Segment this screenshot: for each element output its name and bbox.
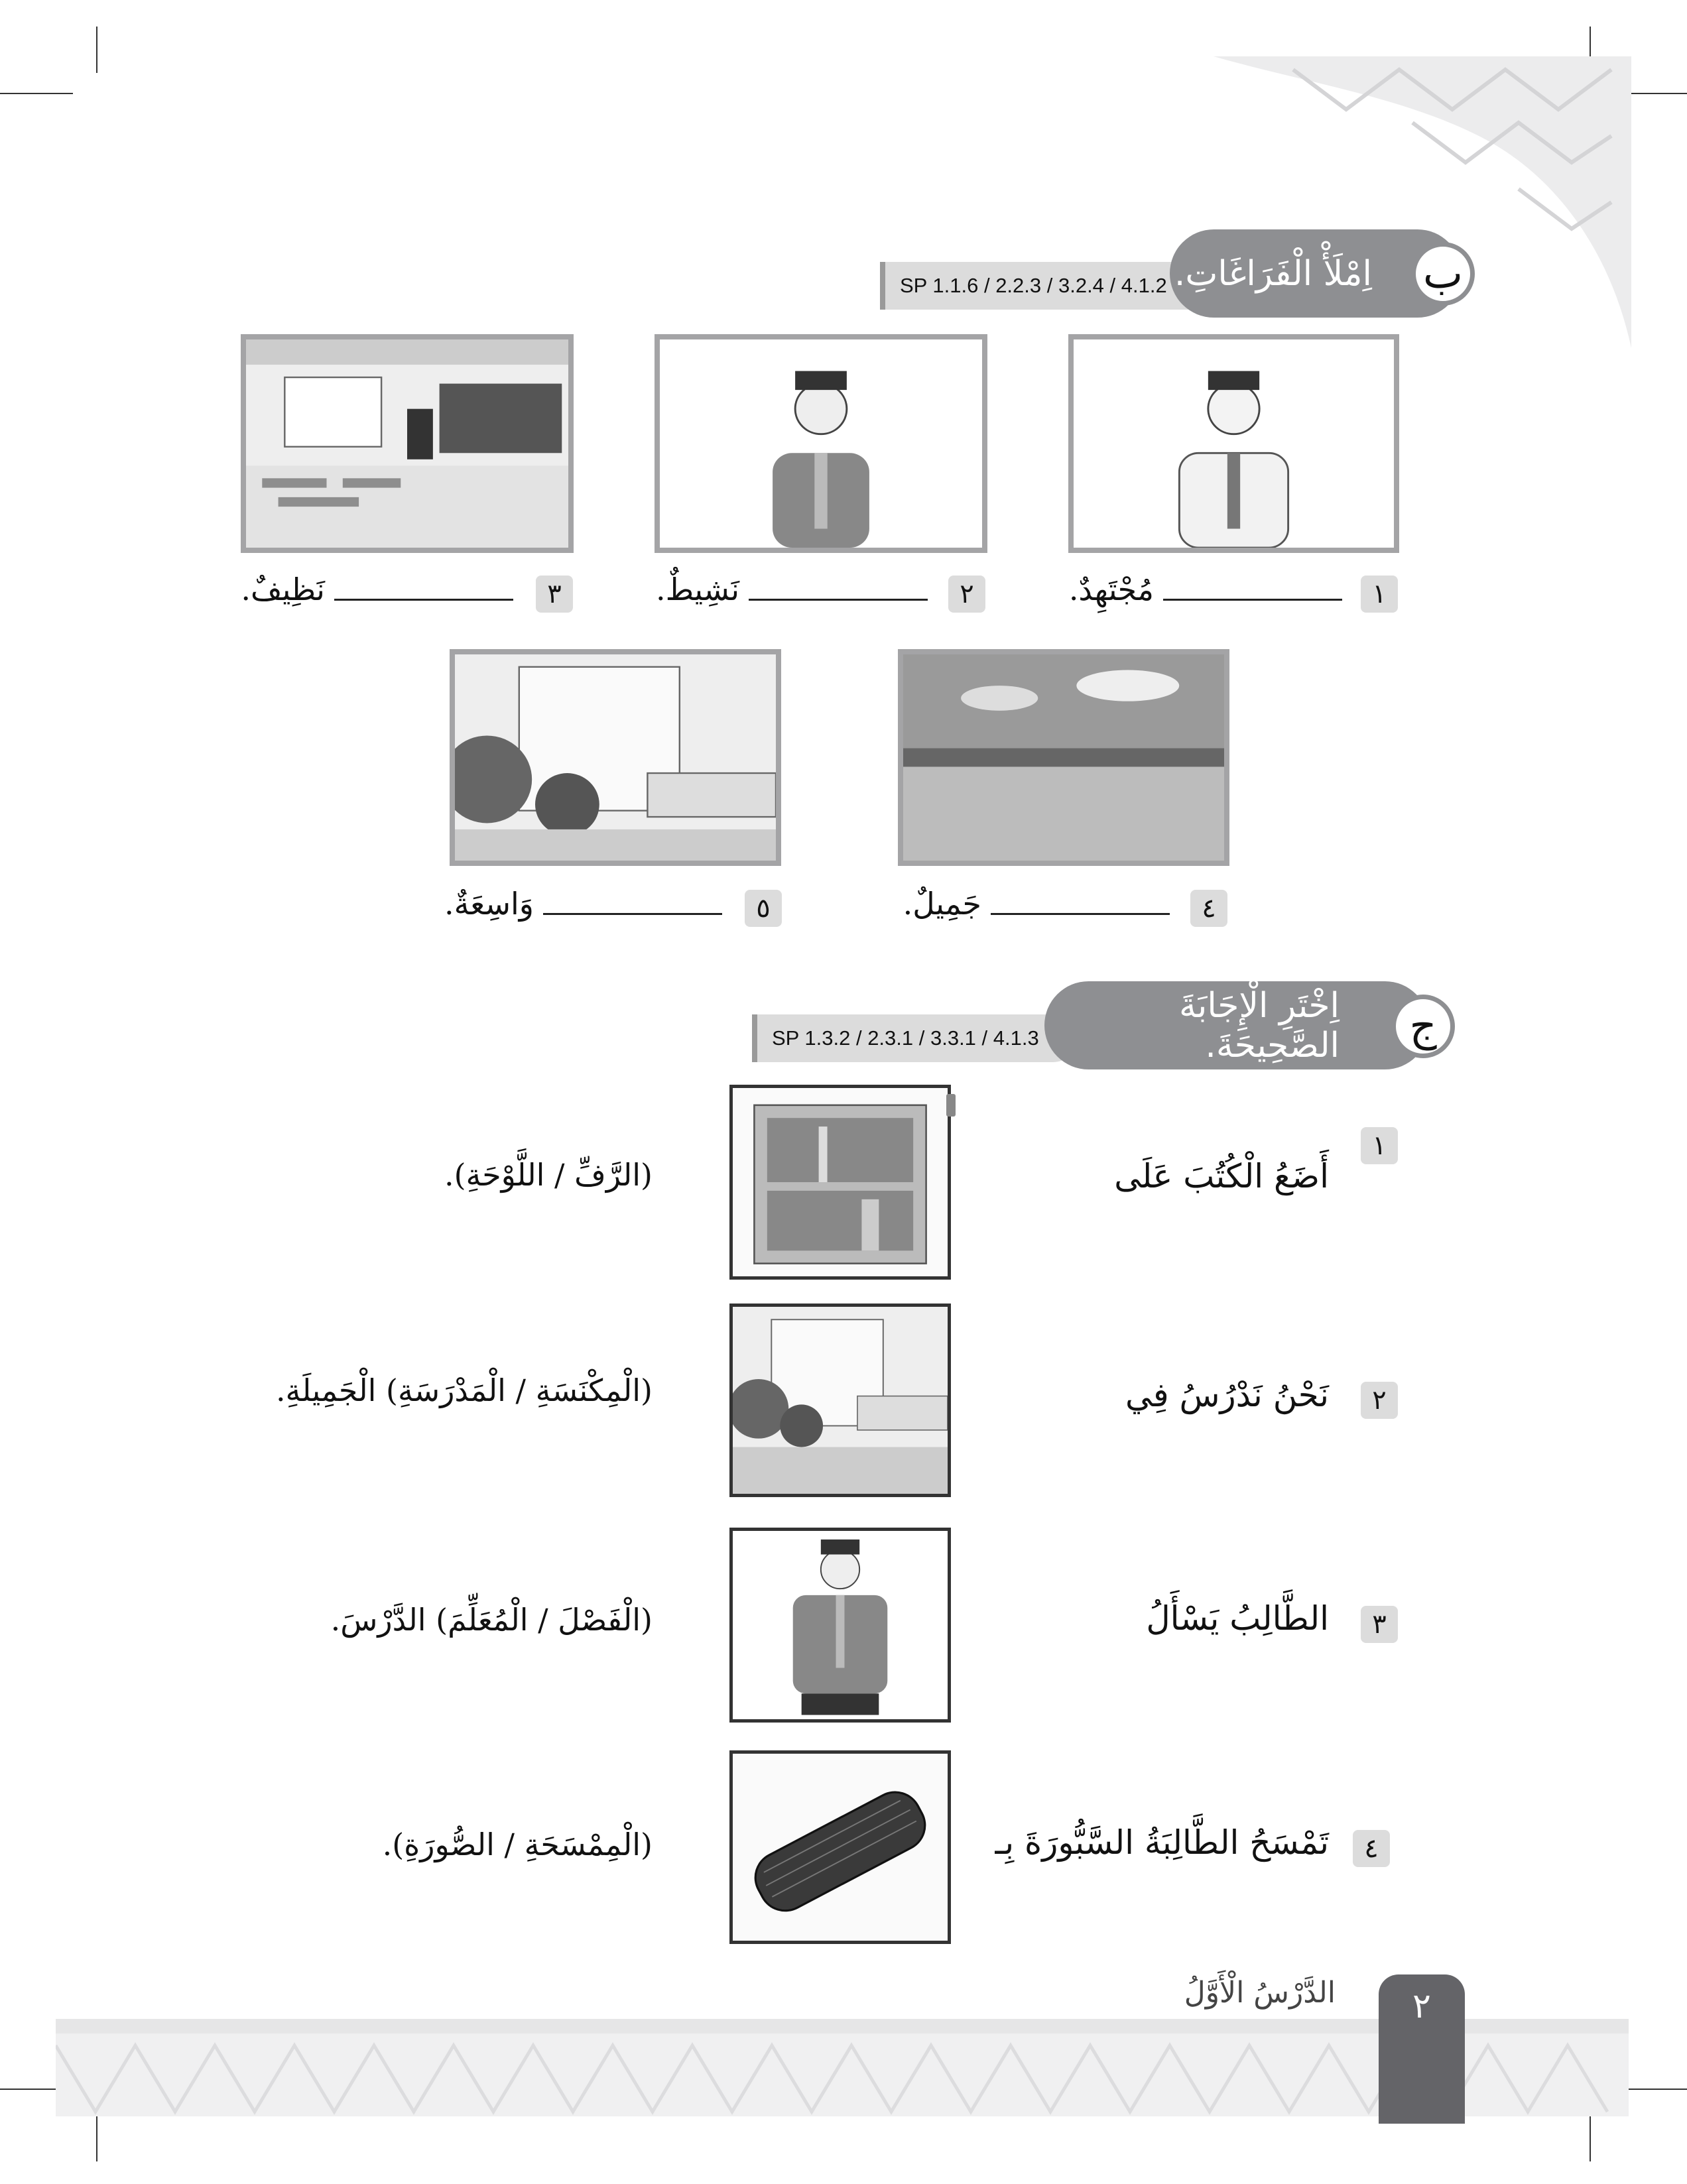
item-number xyxy=(1353,1830,1390,1867)
item-number xyxy=(948,576,985,613)
section-b-title: اِمْلَأْ الْفَرَاغَاتِ. xyxy=(1174,253,1372,294)
crop-mark xyxy=(96,27,97,73)
number-text: ١ xyxy=(1372,1130,1387,1161)
standards-text: SP 1.1.6 / 2.2.3 / 3.2.4 / 4.1.2 xyxy=(900,274,1167,297)
number-text: ٢ xyxy=(1372,1385,1387,1416)
item-number xyxy=(1361,1606,1398,1643)
answer-options-2[interactable]: (الْمِكْنَسَةِ / الْمَدْرَسَةِ) الْجَمِيلَةِ. xyxy=(275,1372,653,1408)
word: مُجْتَهِدٌ. xyxy=(1068,572,1154,607)
word: نَشِيطٌ. xyxy=(655,572,739,607)
standards-text: SP 1.3.2 / 2.3.1 / 3.3.1 / 4.1.3 xyxy=(772,1026,1039,1050)
answer-blank[interactable] xyxy=(1163,579,1342,601)
crop-mark xyxy=(96,2115,97,2161)
item-number xyxy=(1361,576,1398,613)
school-building-image xyxy=(450,649,781,866)
standards-tag-c xyxy=(752,1014,1077,1062)
bookshelf-image xyxy=(729,1085,951,1280)
number-text: ١ xyxy=(1372,579,1387,609)
crop-mark xyxy=(0,93,73,94)
number-text: ٢ xyxy=(960,579,974,609)
eraser-image xyxy=(729,1750,951,1944)
word: وَاسِعَةٌ. xyxy=(444,886,534,922)
fill-blank-item-5 xyxy=(444,886,722,922)
fill-blank-item-4 xyxy=(903,886,1170,922)
crop-mark xyxy=(1590,2115,1591,2161)
word: نَظِيفٌ. xyxy=(241,572,325,607)
item-number xyxy=(536,576,573,613)
teacher-image xyxy=(655,334,987,553)
sentence-3: الطَّالِبُ يَسْأَلُ xyxy=(1146,1599,1329,1638)
section-c-header xyxy=(1044,981,1429,1069)
number-text: ٣ xyxy=(1372,1609,1387,1640)
answer-blank[interactable] xyxy=(543,893,722,915)
number-text: ٤ xyxy=(1202,893,1216,924)
item-number xyxy=(1361,1127,1398,1164)
lesson-title: الدَّرْسُ الْأَوَّلُ xyxy=(1184,1976,1336,2010)
page-number-tab xyxy=(1379,1974,1465,2124)
teacher-image xyxy=(729,1528,951,1723)
answer-blank[interactable] xyxy=(991,893,1170,915)
answer-blank[interactable] xyxy=(749,579,928,601)
sentence-1: أَضَعُ الْكُتُبَ عَلَى xyxy=(1114,1157,1329,1195)
frame-tab xyxy=(946,1094,956,1117)
river-landscape-image xyxy=(898,649,1229,866)
number-text: ٤ xyxy=(1364,1833,1379,1864)
item-number xyxy=(1361,1382,1398,1419)
school-image xyxy=(729,1304,951,1497)
fill-blank-item-1 xyxy=(1069,572,1342,607)
student-image xyxy=(1068,334,1399,553)
number-text: ٣ xyxy=(547,579,562,609)
word: جَمِيلٌ. xyxy=(903,886,981,922)
classroom-image xyxy=(241,334,574,553)
standards-tag-b xyxy=(880,262,1212,310)
number-text: ٥ xyxy=(756,893,771,924)
sentence-2: نَحْنُ نَدْرُسُ فِي xyxy=(1125,1376,1329,1414)
section-b-letter xyxy=(1411,242,1475,306)
answer-options-1[interactable]: (الرَّفِّ / اللَّوْحَةِ). xyxy=(444,1157,653,1193)
section-c-title: اِخْتَرِ الْإِجَابَةَ الصَّحِيحَةَ. xyxy=(1179,985,1340,1065)
answer-options-4[interactable]: (الْمِمْسَحَةِ / الصُّورَةِ). xyxy=(382,1827,653,1862)
item-number xyxy=(1190,890,1227,927)
fill-blank-item-3 xyxy=(241,572,513,607)
section-letter: ج xyxy=(1409,1002,1437,1051)
section-c-letter xyxy=(1391,995,1455,1058)
fill-blank-item-2 xyxy=(656,572,928,607)
page-number: ٢ xyxy=(1412,1986,1431,2026)
answer-blank[interactable] xyxy=(334,579,513,601)
section-letter: ب xyxy=(1422,249,1464,298)
answer-options-3[interactable]: (الْفَصْلَ / الْمُعَلِّمَ) الدَّرْسَ. xyxy=(330,1602,653,1638)
item-number xyxy=(745,890,782,927)
sentence-4: تَمْسَحُ الطَّالِبَةُ السَّبُّورَةَ بِـ xyxy=(995,1823,1329,1862)
